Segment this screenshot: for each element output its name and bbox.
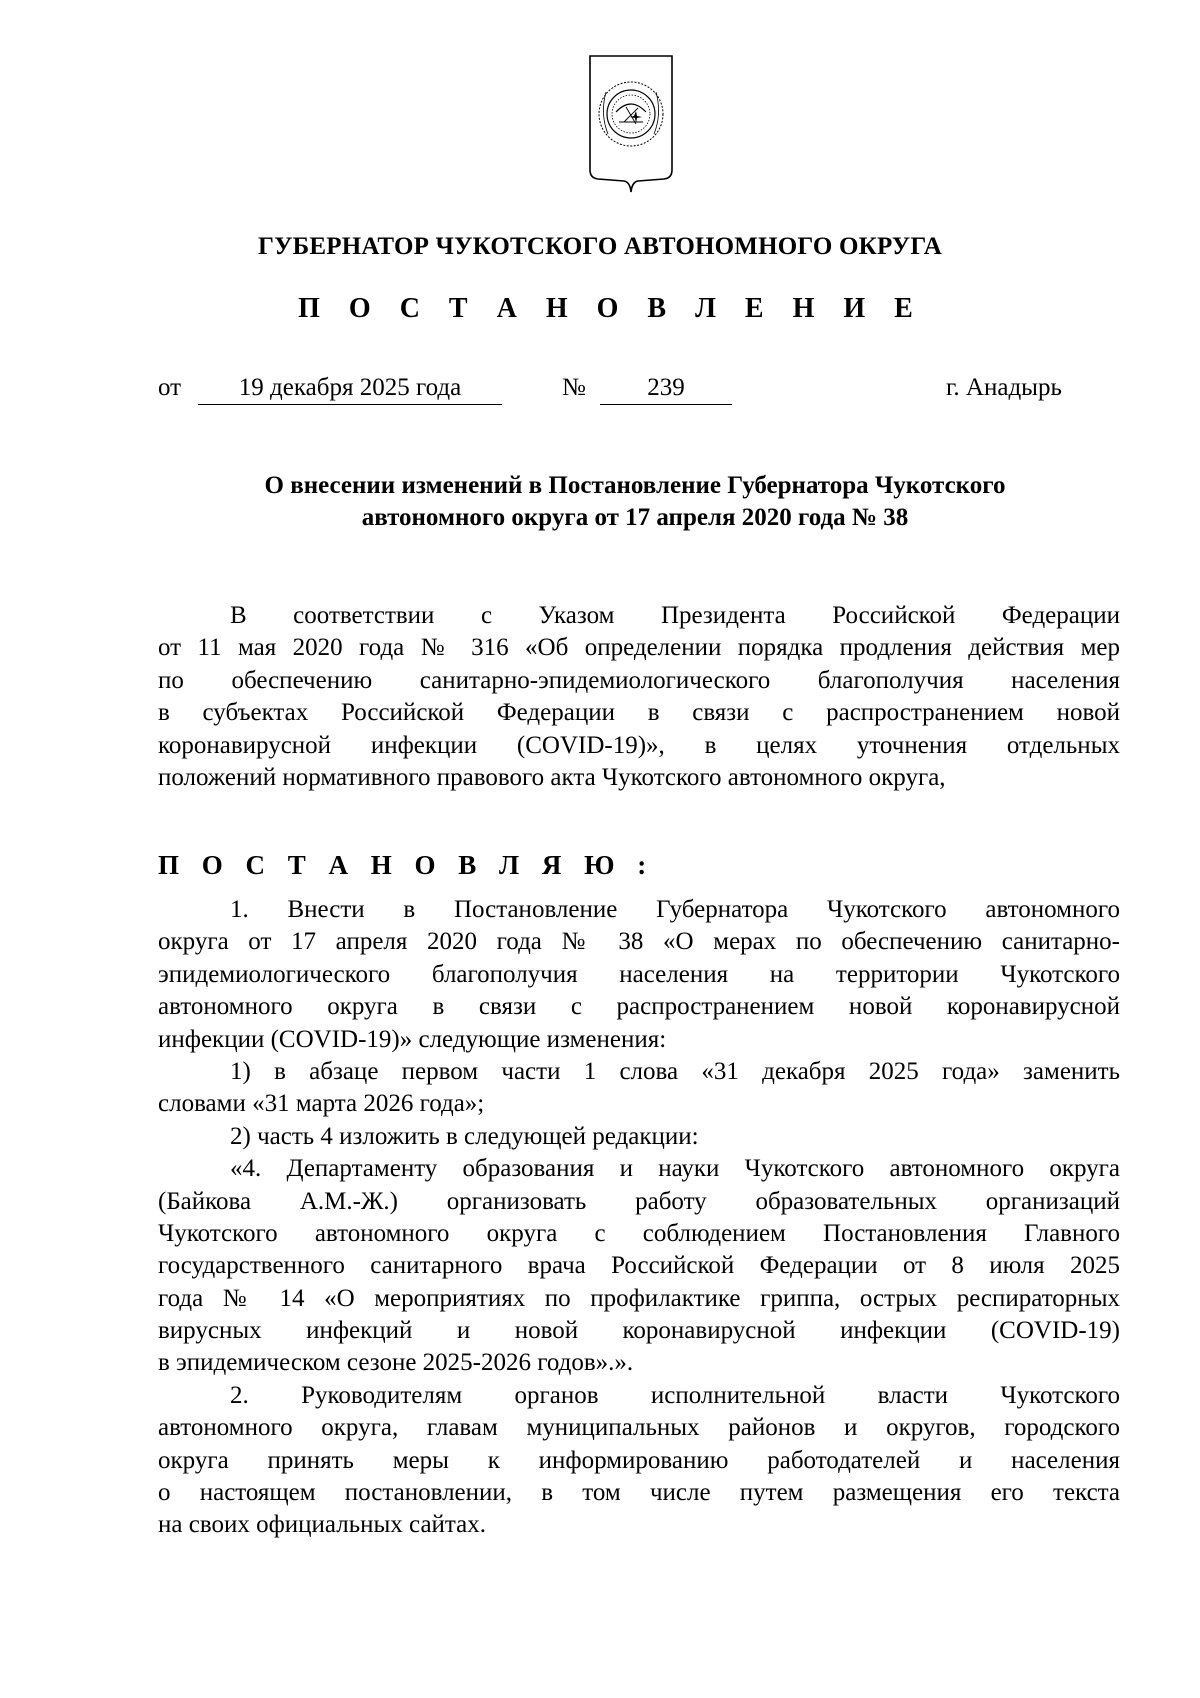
text-line: на своих официальных сайтах. xyxy=(158,1511,486,1539)
document-date: 19 декабря 2025 года xyxy=(238,374,462,401)
number-prefix: № xyxy=(562,374,586,401)
text-line: автономного округа, главам муниципальных районов и округов, городского xyxy=(158,1414,1120,1442)
text-line: по обеспечению санитарно-эпидемиологического благополучия населения xyxy=(158,666,1120,694)
text-line: В соответствии с Указом Президента Российской Федерации xyxy=(230,602,1120,629)
text-line: коронавирусной инфекции (COVID-19)», в целях уточнения отдельных xyxy=(158,731,1120,759)
text-line: округа от 17 апреля 2020 года № 38 «О мерах по обеспечению санитарно- xyxy=(158,928,1120,956)
text-line: 2) часть 4 изложить в следующей редакции: xyxy=(230,1122,699,1150)
text-line: (Байкова А.М.-Ж.) организовать работу образовательных организаций xyxy=(158,1187,1120,1215)
title-line: О внесении изменений в Постановление Губернатора Чукотского xyxy=(264,472,1006,499)
text-line: 1. Внести в Постановление Губернатора Чукотского автономного xyxy=(230,896,1120,923)
text-line: 2. Руководителям органов исполнительной власти Чукотского xyxy=(230,1381,1120,1409)
text-line: вирусных инфекций и новой коронавирусной инфекции (COVID-19) xyxy=(158,1317,1120,1345)
title-line: автономного округа от 17 апреля 2020 года № 38 xyxy=(361,504,909,531)
text-line: в эпидемическом сезоне 2025-2026 годов».». xyxy=(158,1349,634,1377)
document-place: г. Анадырь xyxy=(946,374,1062,401)
text-line: от 11 мая 2020 года № 316 «Об определении порядка продления действия мер xyxy=(158,634,1120,662)
text-line: инфекции (COVID-19)» следующие изменения: xyxy=(158,1025,667,1053)
preamble-paragraph xyxy=(158,600,1120,794)
text-line: года № 14 «О мероприятиях по профилактике гриппа, острых респираторных xyxy=(158,1284,1120,1312)
text-line: «4. Департаменту образования и науки Чукотского автономного округа xyxy=(230,1155,1120,1183)
text-line: словами «31 марта 2026 года»; xyxy=(158,1090,485,1118)
text-line: 1) в абзаце первом части 1 слова «31 декабря 2025 года» заменить xyxy=(230,1057,1120,1085)
date-prefix: от xyxy=(158,374,182,401)
issuing-authority-heading: ГУБЕРНАТОР ЧУКОТСКОГО АВТОНОМНОГО ОКРУГА xyxy=(257,233,942,260)
document-type-heading: П О С Т А Н О В Л Е Н И Е xyxy=(298,293,924,324)
resolution-body xyxy=(158,894,1120,1542)
text-line: округа принять меры к информированию работодателей и населения xyxy=(158,1446,1120,1474)
text-line: автономного округа в связи с распространением новой коронавирусной xyxy=(158,993,1120,1021)
text-line: положений нормативного правового акта Чукотского автономного округа, xyxy=(158,763,946,791)
document-number: 239 xyxy=(647,374,685,401)
document-title xyxy=(160,470,1110,534)
date-underline xyxy=(198,404,502,405)
text-line: о настоящем постановлении, в том числе путем размещения его текста xyxy=(158,1479,1120,1507)
text-line: эпидемиологического благополучия населения на территории Чукотского xyxy=(158,960,1120,988)
number-underline xyxy=(600,404,732,405)
coat-of-arms-emblem xyxy=(586,52,676,202)
decree-word: П О С Т А Н О В Л Я Ю : xyxy=(158,850,655,880)
text-line: Чукотского автономного округа с соблюдением Постановления Главного xyxy=(158,1219,1120,1247)
text-line: государственного санитарного врача Российской Федерации от 8 июля 2025 xyxy=(158,1252,1120,1280)
text-line: в субъектах Российской Федерации в связи с распространением новой xyxy=(158,699,1120,727)
